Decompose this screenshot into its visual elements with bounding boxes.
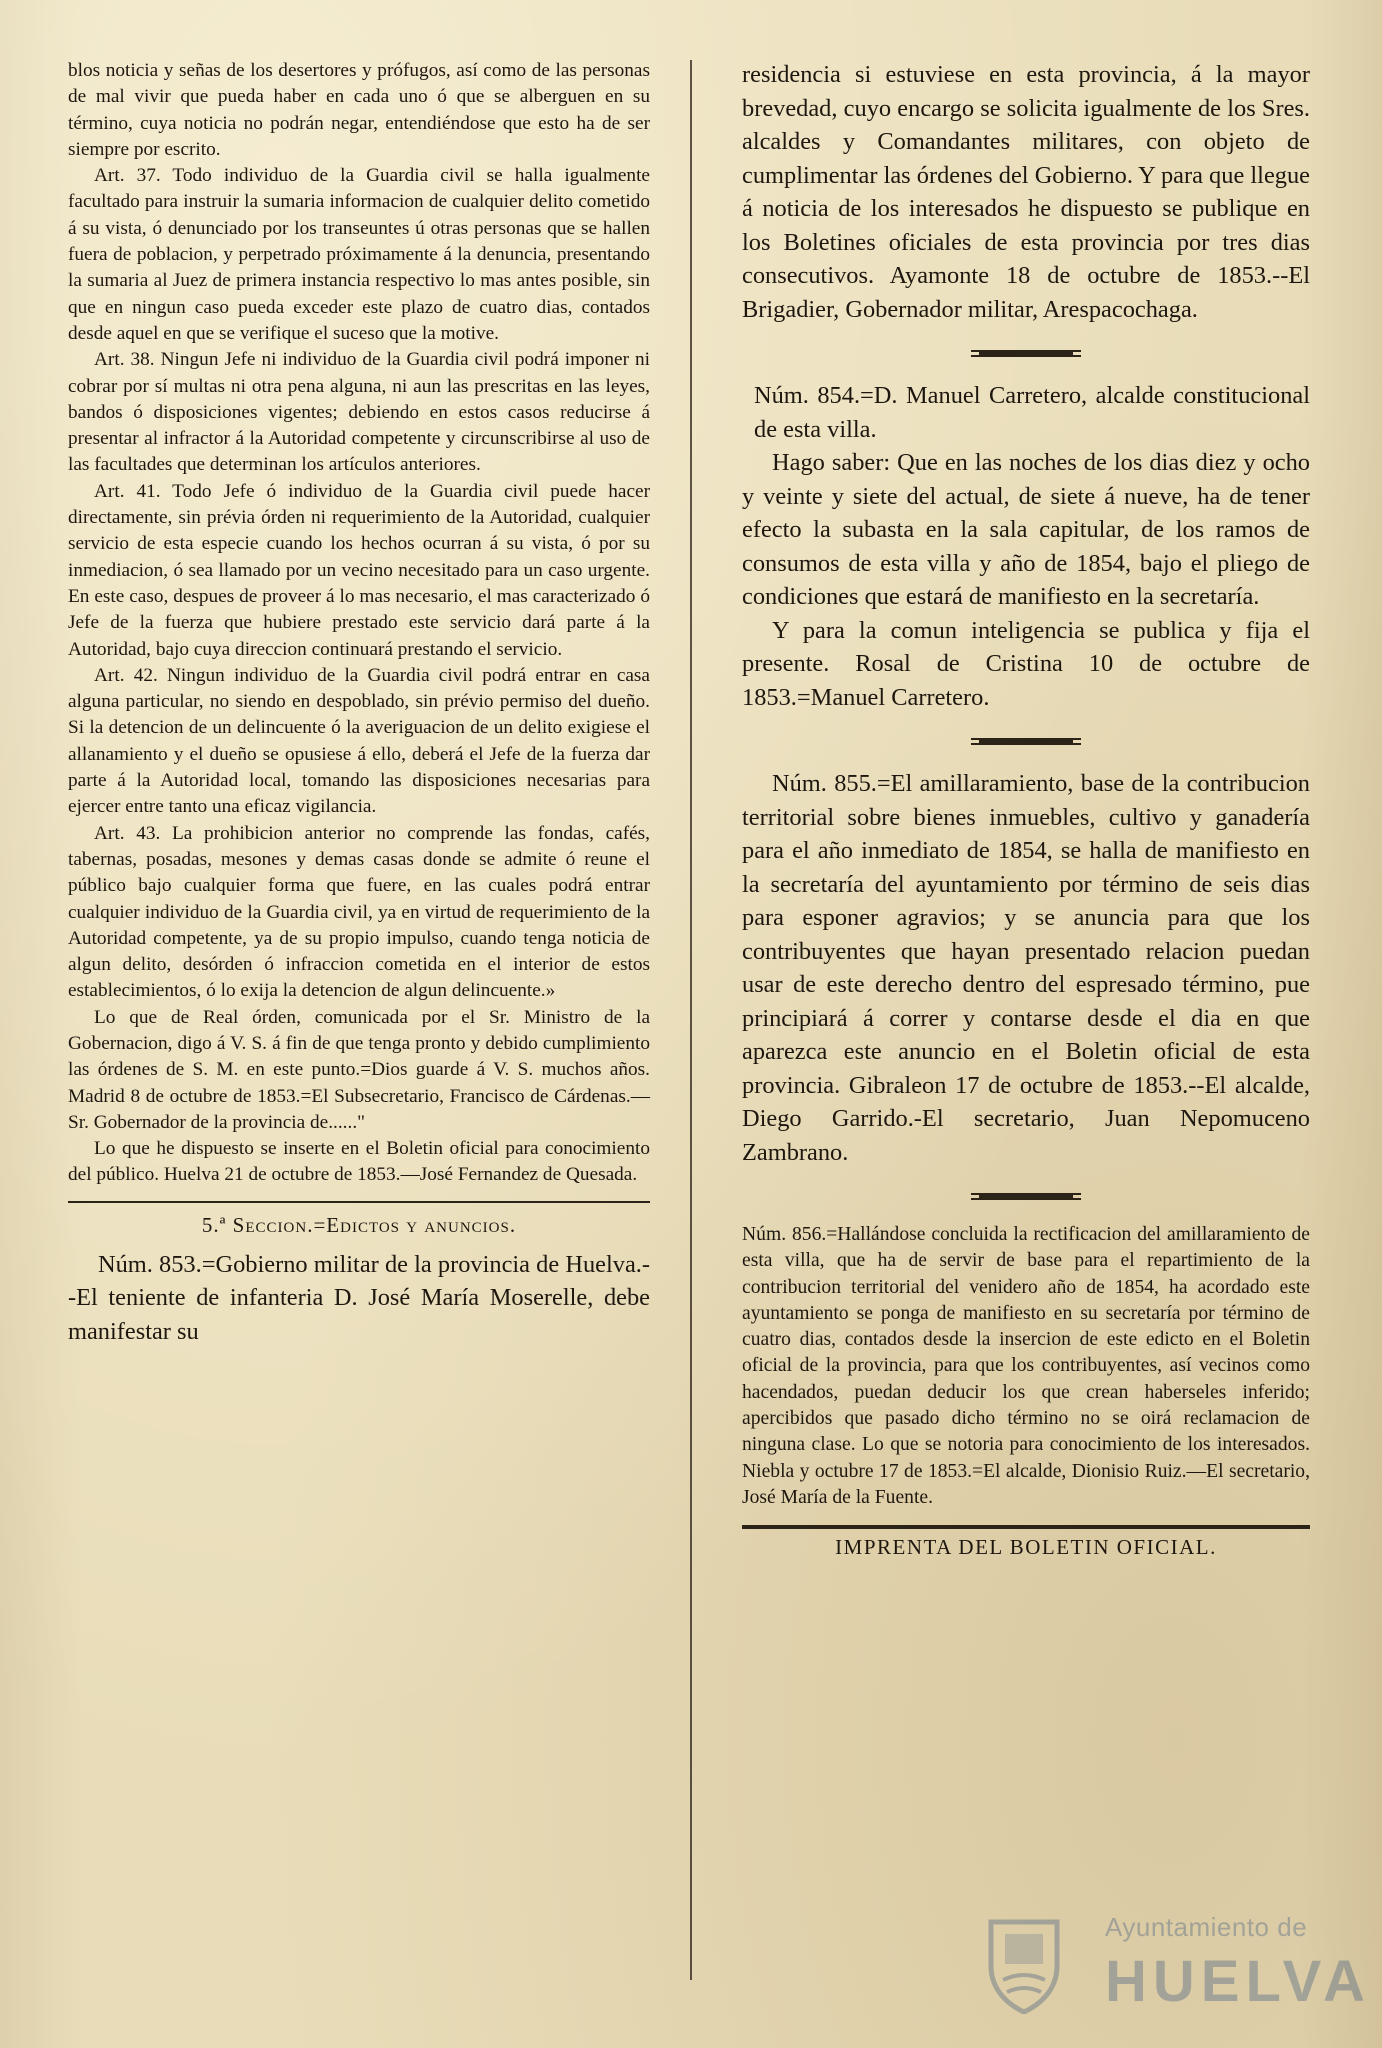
ornament-rule	[971, 350, 1081, 357]
notice-854-close: Y para la comun inteligencia se publica y fija el presente. Rosal de Cristina 10 de octubre de 1853.=Manuel Carretero.	[742, 616, 1310, 711]
notice-853-start: Núm. 853.=Gobierno militar de la provincia de Huelva.--El teniente de infanteria D. José María Moserelle, debe manifestar su	[68, 1250, 650, 1345]
notice-854-heading: Núm. 854.=D. Manuel Carretero, alcalde constitucional de esta villa.	[754, 382, 1310, 443]
watermark-line-2: HUELVA	[1105, 1949, 1371, 2014]
column-divider	[690, 60, 692, 1980]
ayuntamiento-watermark	[985, 1908, 1371, 2020]
section-divider	[68, 1201, 650, 1203]
notice-856: Núm. 856.=Hallándose concluida la rectificacion del amillaramiento de esta villa, que ha de servir de base para el repartimiento de la contribucion territorial del venidero año de 1854, ha acordado este ayuntamiento se ponga de manifiesto en su secretaría por término de cuatro dias, contados desde la insercion de este edicto en el Boletin oficial de la provincia, para que los contribuyentes, así vecinos como hacendados, puedan deducir los que crean haberseles inferido; apercibidos que pasado dicho término no se oirá reclamacion de ninguna clase. Lo que se notoria para conocimiento de los interesados. Niebla y octubre 17 de 1853.=El alcalde, Dionisio Ruiz.—El secretario, José María de la Fuente.	[742, 1224, 1310, 1508]
desertores-paragraph: blos noticia y señas de los desertores y prófugos, así como de las personas de mal vivir que pueda haber en cada uno ó que se alberguen en su término, cuya noticia no podrán negar, entendiéndose que esto ha de ser siempre por escrito.	[68, 60, 650, 160]
right-column	[742, 58, 1310, 1560]
left-column	[68, 58, 650, 1348]
article-38: Art. 38. Ningun Jefe ni individuo de la Guardia civil podrá imponer ni cobrar por sí multas ni otra pena alguna, ni aun las prescritas en las leyes, bandos ó disposiciones vigentes; debiendo en estos casos reducirse á presentar al infractor á la Autoridad competente y circunscribirse al uso de las facultades que determinan los artículos anteriores.	[68, 349, 650, 476]
imprenta-rule	[742, 1525, 1310, 1529]
notice-854-body: Hago saber: Que en las noches de los dias diez y ocho y veinte y siete del actual, de siete á nueve, ha de tener efecto la subasta en la sala capitular, de los ramos de consumos de esta villa y año de 1854, bajo el pliego de condiciones que estará de manifiesto en la secretaría.	[742, 449, 1310, 610]
imprenta-footer: IMPRENTA DEL BOLETIN OFICIAL.	[835, 1535, 1217, 1560]
article-37: Art. 37. Todo individuo de la Guardia civil se halla igualmente facultado para instruir la sumaria informacion de cualquier delito cometido á su vista, ó denunciado por los transeuntes ú otras personas que se hallen fuera de poblacion, y perpetrado próximamente á la denuncia, presentando la sumaria al Juez de primera instancia respectivo lo mas antes posible, sin que en ningun caso pueda exceder este plazo de cuatro dias, contados desde aquel en que se verifique el suceso que la motive.	[68, 165, 650, 344]
ornament-rule	[971, 738, 1081, 745]
section-title: 5.ª Seccion.=Edictos y anuncios.	[201, 1212, 517, 1237]
real-orden-paragraph: Lo que de Real órden, comunicada por el Sr. Ministro de la Gobernacion, digo á V. S. á fin de que tenga pronto y debido cumplimiento las órdenes de S. M. en este punto.=Dios guarde á V. S. muchos años. Madrid 8 de octubre de 1853.=El Subsecretario, Francisco de Cárdenas.—Sr. Gobernador de la provincia de......"	[68, 1006, 650, 1133]
article-43: Art. 43. La prohibicion anterior no comprende las fondas, cafés, tabernas, posadas, mesones y demas casas donde se admite ó reune el público bajo cualquier forma que fuere, en las cuales podrá entrar cualquier individuo de la Guardia civil, ya en virtud de requerimiento de la Autoridad competente, ya de su propio impulso, cuando tenga noticia de algun delito, desórden ó infraccion cometida en el interior de estos establecimientos, ó lo exija la detencion de algun delincuente.»	[68, 822, 650, 1002]
watermark-line-1: Ayuntamiento de	[1105, 1912, 1308, 1942]
notice-855: Núm. 855.=El amillaramiento, base de la contribucion territorial sobre bienes inmuebles, cultivo y ganadería para el año inmediato de 1854, se halla de manifiesto en la secretaría del ayuntamiento por término de seis dias para esponer agravios; y se anuncia para que los contribuyentes que hayan presentado relacion puedan usar de este derecho dentro del espresado término, pue principiará á correr y contarse desde el dia en que aparezca este anuncio en el Boletin oficial de esta provincia. Gibraleon 17 de octubre de 1853.--El alcalde, Diego Garrido.-El secretario, Juan Nepomuceno Zambrano.	[742, 770, 1310, 1166]
dispuesto-paragraph: Lo que he dispuesto se inserte en el Boletin oficial para conocimiento del público. Huelva 21 de octubre de 1853.—José Fernandez de Quesada.	[68, 1138, 650, 1186]
notice-853-end: residencia si estuviese en esta provincia, á la mayor brevedad, cuyo encargo se solicita igualmente de los Sres. alcaldes y Comandantes militares, con objeto de cumplimentar las órdenes del Gobierno. Y para que llegue á noticia de los interesados he dispuesto se publique en los Boletines oficiales de esta provincia por tres dias consecutivos. Ayamonte 18 de octubre de 1853.--El Brigadier, Gobernador militar, Arespacochaga.	[742, 61, 1310, 323]
article-41: Art. 41. Todo Jefe ó individuo de la Guardia civil puede hacer directamente, sin prévia órden ni requerimiento de la Autoridad, cualquier servicio de esta especie cuando los hechos ocurran á su vista, ó por su inmediacion, ó sea llamado por un vecino necesitado para un caso urgente. En este caso, despues de proveer á lo mas necesario, el mas caracterizado ó Jefe de la fuerza que hubiere prestado este servicio dará parte á la Autoridad, bajo cuya direccion continuará prestando el servicio.	[68, 480, 650, 660]
city-crest-icon	[985, 1914, 1063, 2014]
ornament-rule	[971, 1193, 1081, 1200]
article-42: Art. 42. Ningun individuo de la Guardia civil podrá entrar en casa alguna particular, no siendo en despoblado, sin prévio permiso del dueño. Si la detencion de un delincuente ó la averiguacion de un delito exigiese el allanamiento y el dueño se opusiese á ello, deberá el Jefe de la fuerza dar parte á la Autoridad local, tomando las disposiciones necesarias para ejercer entre tanto una eficaz vigilancia.	[68, 664, 650, 818]
